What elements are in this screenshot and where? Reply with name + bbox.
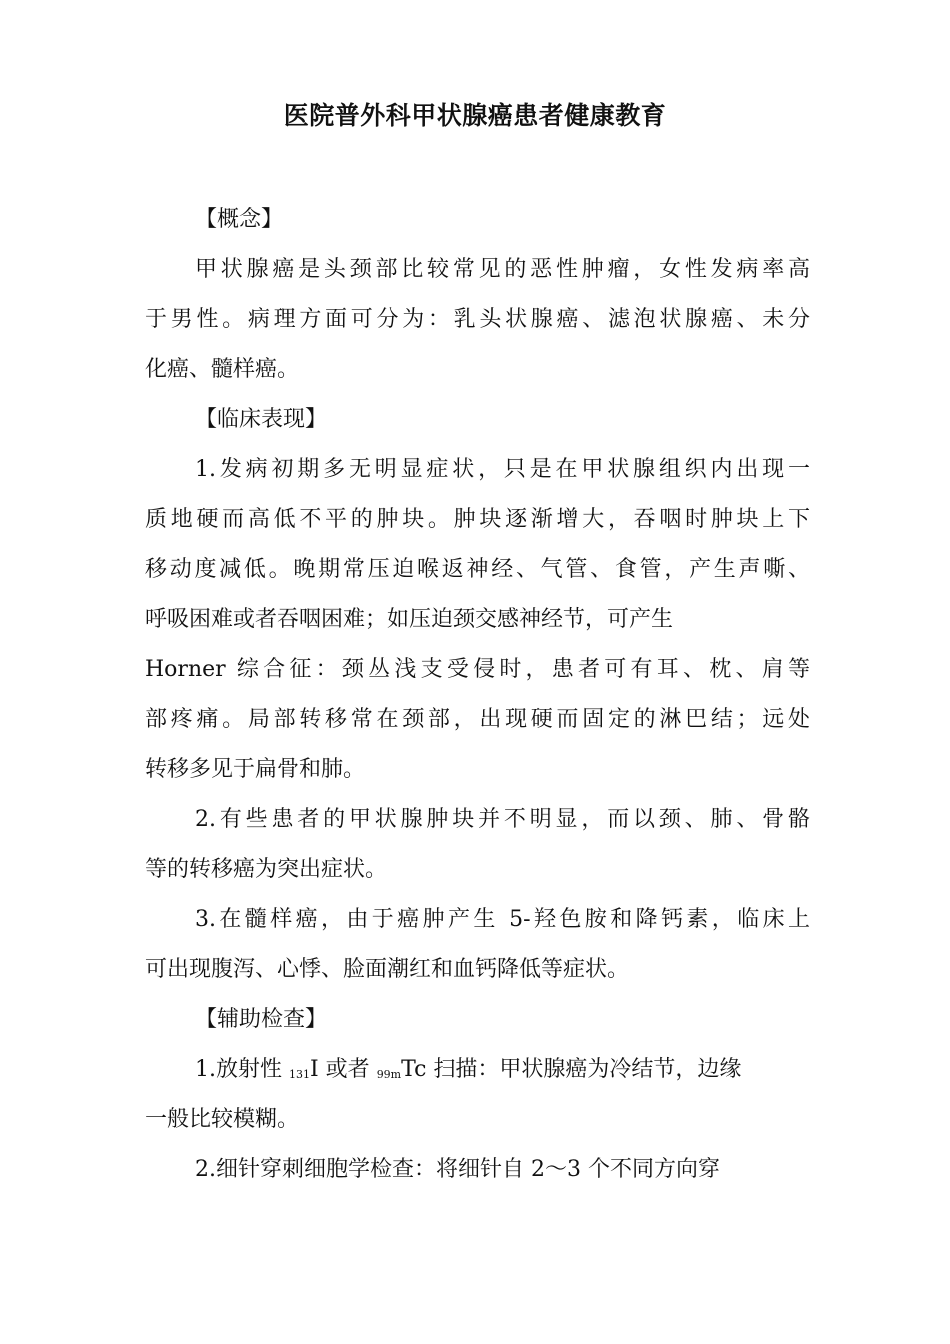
paragraph-line: 3.在髓样癌，由于癌肿产生 5-羟色胺和降钙素，临床上 [195,907,810,932]
paragraph-line: 质地硬而高低不平的肿块。肿块逐渐增大，吞咽时肿块上下 [145,507,810,532]
isotope-symbol: Tc [401,1057,427,1082]
paragraph-line: 一般比较模糊。 [145,1107,300,1132]
paragraph-line: 等的转移癌为突出症状。 [145,857,388,882]
paragraph-line: 部疼痛。局部转移常在颈部，出现硬而固定的淋巴结；远处 [145,707,810,732]
section-heading-clinical: 【临床表现】 [195,407,328,432]
paragraph-line: 1.发病初期多无明显症状，只是在甲状腺组织内出现一 [195,457,810,482]
text-fragment: 扫描：甲状腺癌为冷结节，边缘 [426,1057,742,1082]
paragraph-line: 2.细针穿刺细胞学检查：将细针自 2～3 个不同方向穿 [195,1157,720,1182]
paragraph-line: 于男性。病理方面可分为：乳头状腺癌、滤泡状腺癌、未分 [145,307,810,332]
paragraph-line: 2.有些患者的甲状腺肿块并不明显，而以颈、肺、骨骼 [195,807,810,832]
isotope-mass-number: 131 [288,1068,310,1081]
document-body [145,195,810,1195]
paragraph-line: 转移多见于扁骨和肺。 [145,757,366,782]
isotope-mass-number: 99m [376,1068,402,1081]
document-title: 医院普外科甲状腺癌患者健康教育 [283,101,667,130]
paragraph-line: 移动度减低。晚期常压迫喉返神经、气管、食管，产生声嘶、 [145,557,810,582]
paragraph-line: 甲状腺癌是头颈部比较常见的恶性肿瘤，女性发病率高 [195,257,810,282]
section-heading-concept: 【概念】 [195,207,284,232]
isotope-symbol: I [309,1057,319,1082]
paragraph-line: Horner 综合征：颈丛浅支受侵时，患者可有耳、枕、肩等 [145,657,810,682]
section-heading-exam: 【辅助检查】 [195,1007,328,1032]
text-fragment: 或者 [318,1057,377,1082]
paragraph-line: 化癌、髓样癌。 [145,357,300,382]
text-fragment: 1.放射性 [195,1057,289,1082]
paragraph-line: 呼吸困难或者吞咽困难；如压迫颈交感神经节，可产生 [145,607,674,632]
paragraph-line-isotope-scan [145,1045,810,1095]
paragraph-line: 可出现腹泻、心悸、脸面潮红和血钙降低等症状。 [145,957,630,982]
